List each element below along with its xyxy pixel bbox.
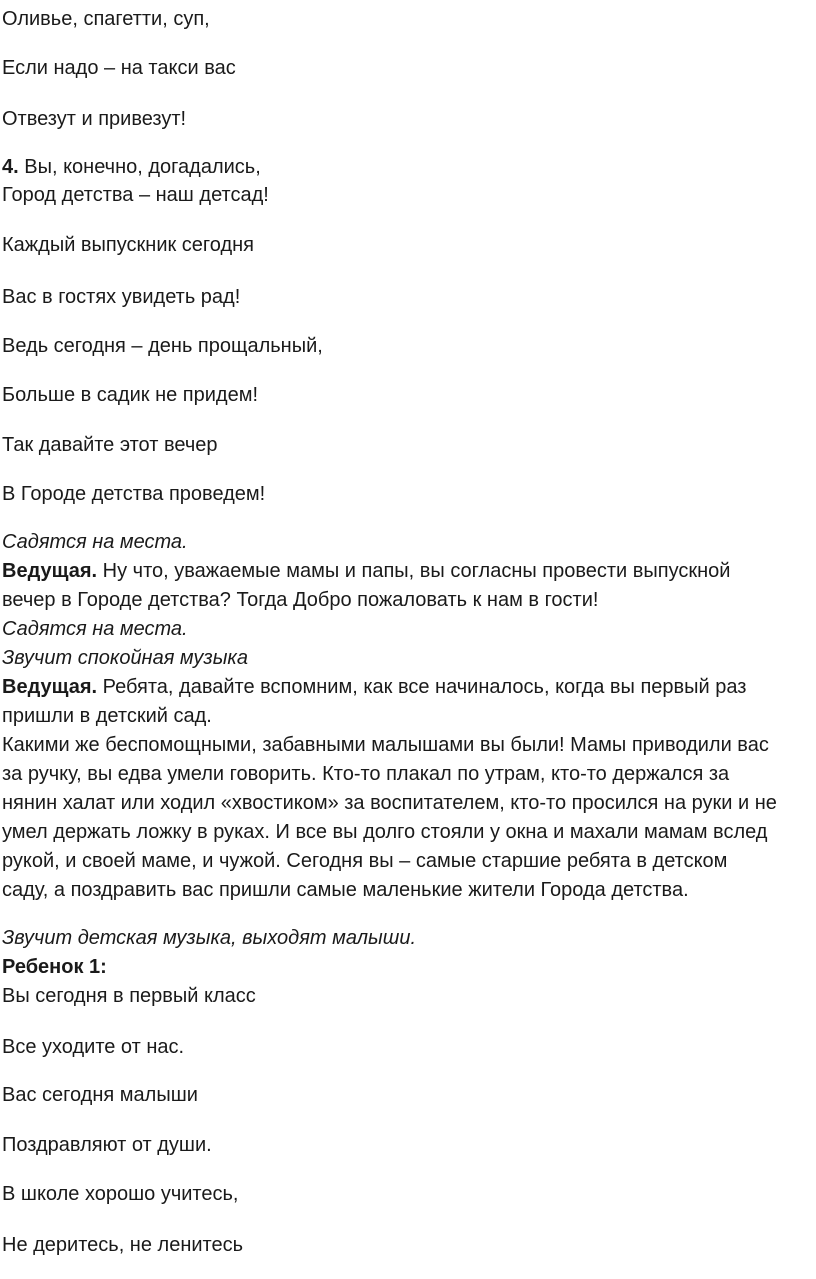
verse-line: Город детства – наш детсад! [2,184,269,206]
verse-line: Поздравляют от души. [2,1134,212,1156]
speech-line: умел держать ложку в руках. И все вы долго стояли у окна и махали мамам вслед [2,821,768,843]
host-speech [2,673,814,702]
verse-line [2,155,261,179]
verse-line: Если надо – на такси вас [2,57,236,79]
verse-line: Ведь сегодня – день прощальный, [2,335,323,357]
host-speech [2,557,814,586]
speech-line: вечер в Городе детства? Тогда Добро пожаловать к нам в гости! [2,589,599,611]
verse-line: Каждый выпускник сегодня [2,234,255,256]
verse-line: Вас в гостях увидеть рад! [2,286,241,308]
verse-line: Оливье, спагетти, суп, [2,8,210,30]
verse-line-text: Вы, конечно, догадались, [18,156,261,178]
verse-line: Больше в садик не придем! [2,384,259,406]
verse-line: Не деритесь, не ленитесь [2,1234,244,1256]
speech-line: саду, а поздравить вас пришли самые маленькие жители Города детства. [2,879,689,901]
stage-direction: Садятся на места. [2,531,188,553]
speaker-name: Ведущая. [2,676,98,698]
speech-line: рукой, и своей маме, и чужой. Сегодня вы – самые старшие ребята в детском [2,850,728,872]
stage-direction: Звучит спокойная музыка [2,647,248,669]
verse-line: Так давайте этот вечер [2,434,218,456]
verse-line: Отвезут и привезут! [2,108,187,130]
verse-line: Все уходите от нас. [2,1036,185,1058]
verse-line: Вы сегодня в первый класс [2,985,256,1007]
verse-line: В школе хорошо учитесь, [2,1183,239,1205]
speech-line: пришли в детский сад. [2,705,212,727]
speech-text: Ребята, давайте вспомним, как все начиналось, когда вы первый раз [97,676,747,698]
dialogue-block [2,528,814,905]
speech-line: за ручку, вы едва умели говорить. Кто-то плакал по утрам, кто-то держался за [2,763,730,785]
stage-direction: Звучит детская музыка, выходят малыши. [2,927,417,949]
speech-text: Ну что, уважаемые мамы и папы, вы согласны провести выпускной [97,560,731,582]
stage-direction: Садятся на места. [2,618,188,640]
verse-number: 4. [2,156,19,178]
speaker-name: Ведущая. [2,560,98,582]
speech-line: нянин халат или ходил «хвостиком» за воспитателем, кто-то просился на руки и не [2,792,777,814]
speech-line: Какими же беспомощными, забавными малышами вы были! Мамы приводили вас [2,734,769,756]
verse-line: В Городе детства проведем! [2,483,266,505]
verse-line: Вас сегодня малыши [2,1084,198,1106]
child-block [2,924,814,1011]
speaker-name: Ребенок 1: [2,956,107,978]
